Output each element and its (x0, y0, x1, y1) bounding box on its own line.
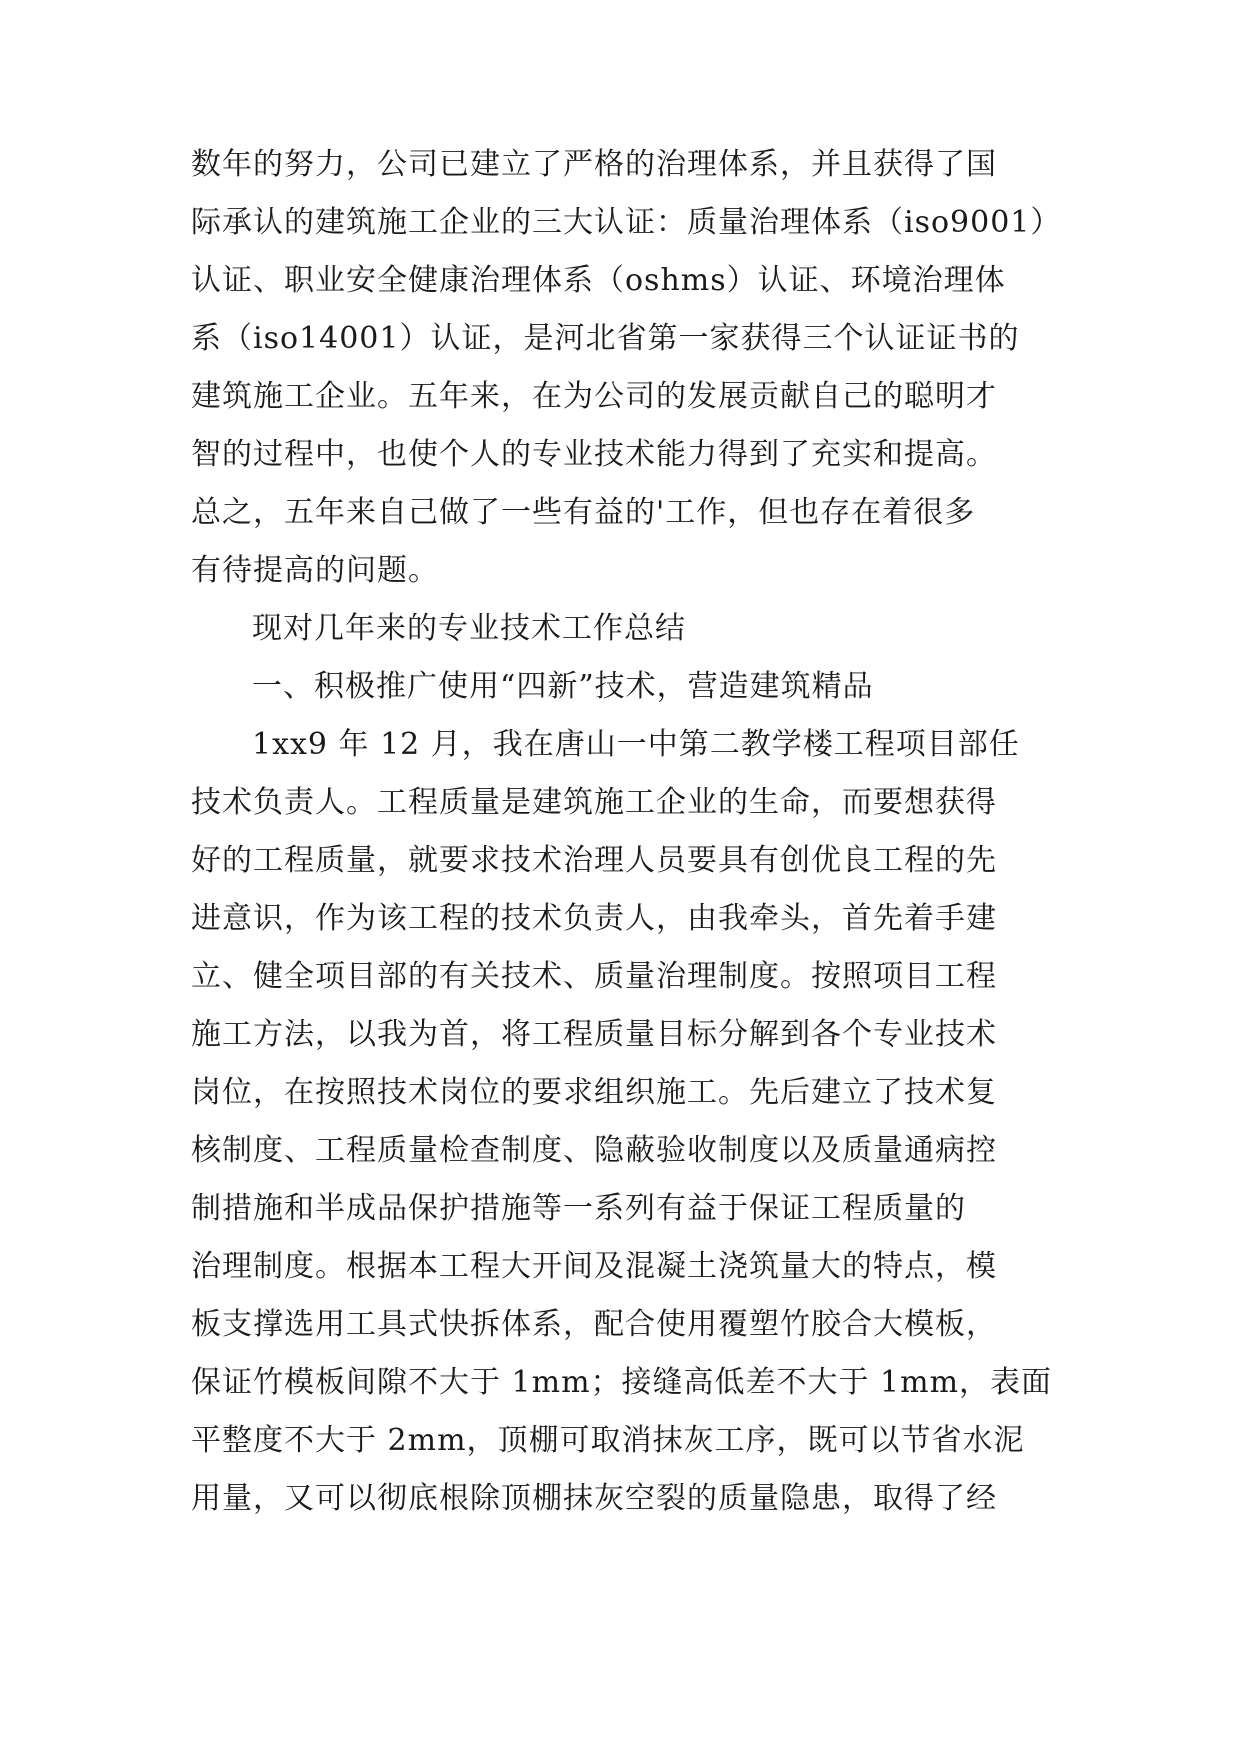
text-line: 立、健全项目部的有关技术、质量治理制度。按照项目工程 (191, 959, 997, 994)
text-line: 智的过程中，也使个人的专业技术能力得到了充实和提高。 (191, 437, 997, 472)
text-line: 技术负责人。工程质量是建筑施工企业的生命，而要想获得 (191, 785, 997, 820)
text-line: 进意识，作为该工程的技术负责人，由我牵头，首先着手建 (191, 901, 997, 936)
text-line: 际承认的建筑施工企业的三大认证：质量治理体系（iso9001） (191, 205, 1062, 240)
text-line: 岗位，在按照技术岗位的要求组织施工。先后建立了技术复 (191, 1075, 997, 1110)
text-line: 平整度不大于 2mm，顶棚可取消抹灰工序，既可以节省水泥 (191, 1423, 1025, 1458)
section-intro: 现对几年来的专业技术工作总结 (252, 611, 686, 646)
text-line: 核制度、工程质量检查制度、隐蔽验收制度以及质量通病控 (191, 1133, 997, 1168)
text-line: 系（iso14001）认证，是河北省第一家获得三个认证证书的 (191, 321, 1020, 356)
text-line: 施工方法，以我为首，将工程质量目标分解到各个专业技术 (191, 1017, 997, 1052)
section-heading: 一、积极推广使用“四新”技术，营造建筑精品 (252, 669, 874, 704)
paragraph-start: 1xx9 年 12 月，我在唐山一中第二教学楼工程项目部任 (252, 727, 1020, 762)
text-line: 数年的努力，公司已建立了严格的治理体系，并且获得了国 (191, 147, 997, 182)
text-line: 保证竹模板间隙不大于 1mm；接缝高低差不大于 1mm，表面 (191, 1365, 1053, 1400)
text-line: 总之，五年来自己做了一些有益的'工作，但也存在着很多 (191, 495, 976, 530)
text-line: 有待提高的问题。 (191, 553, 439, 588)
text-line: 建筑施工企业。五年来，在为公司的发展贡献自己的聪明才 (191, 379, 997, 414)
text-line: 治理制度。根据本工程大开间及混凝土浇筑量大的特点，模 (191, 1249, 997, 1284)
text-line: 用量，又可以彻底根除顶棚抹灰空裂的质量隐患，取得了经 (191, 1481, 997, 1516)
text-line: 认证、职业安全健康治理体系（oshms）认证、环境治理体 (191, 263, 1006, 298)
text-line: 好的工程质量，就要求技术治理人员要具有创优良工程的先 (191, 843, 997, 878)
text-line: 板支撑选用工具式快拆体系，配合使用覆塑竹胶合大模板， (191, 1307, 997, 1342)
text-line: 制措施和半成品保护措施等一系列有益于保证工程质量的 (191, 1191, 966, 1226)
